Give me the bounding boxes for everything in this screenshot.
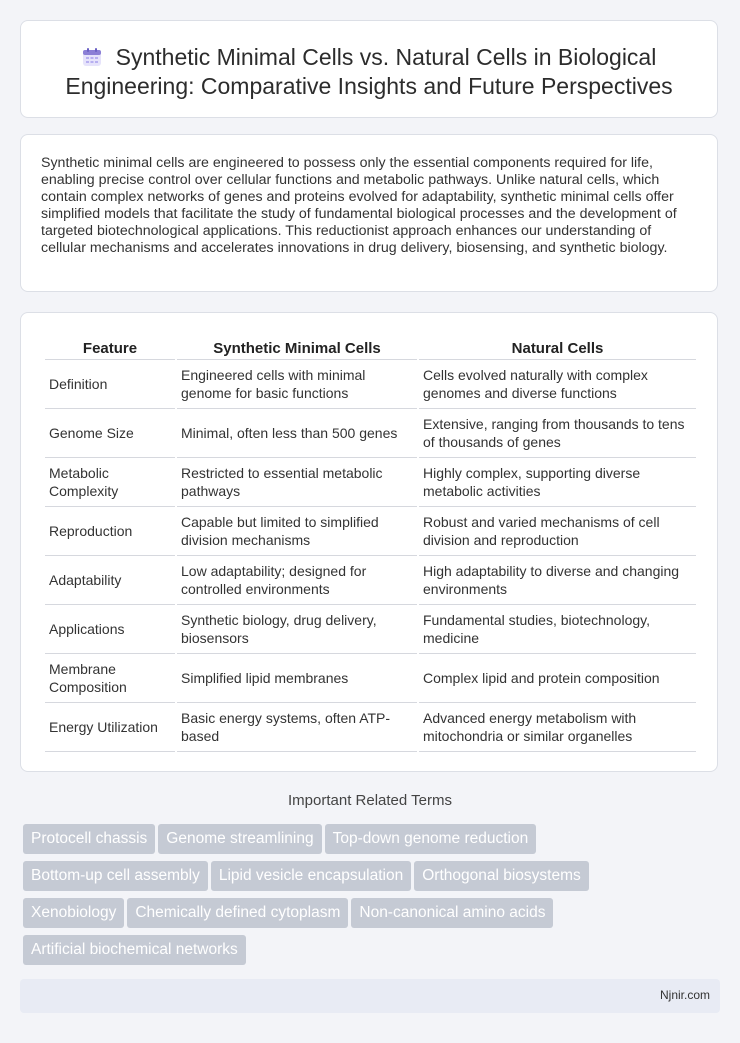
synthetic-cell: Minimal, often less than 500 genes bbox=[177, 409, 417, 458]
comparison-table bbox=[43, 335, 698, 752]
feature-cell: Definition bbox=[45, 360, 175, 409]
feature-cell: Energy Utilization bbox=[45, 703, 175, 752]
synthetic-cell: Engineered cells with minimal genome for basic functions bbox=[177, 360, 417, 409]
summary-text: Synthetic minimal cells are engineered to possess only the essential components required for life, enabling precise control over cellular functions and metabolic pathways. Unlike natural cells, which contain complex networks of genes and proteins evolved for adaptability, synthetic minimal cells offer simplified models that facilitate the study of fundamental biological processes and the development of targeted biotechnological applications. This reductionist approach enhances our understanding of cellular mechanisms and accelerates innovations in drug delivery, biosensing, and synthetic biology. bbox=[41, 155, 677, 256]
term-tag[interactable]: Top-down genome reduction bbox=[325, 824, 537, 854]
header-natural: Natural Cells bbox=[419, 335, 696, 360]
footer bbox=[20, 979, 720, 1013]
natural-cell: Cells evolved naturally with complex genomes and diverse functions bbox=[419, 360, 696, 409]
comparison-table-card bbox=[20, 312, 718, 772]
table-row bbox=[45, 409, 696, 458]
table-header-row bbox=[45, 335, 696, 360]
natural-cell: Complex lipid and protein composition bbox=[419, 654, 696, 703]
synthetic-cell: Restricted to essential metabolic pathways bbox=[177, 458, 417, 507]
table-row bbox=[45, 507, 696, 556]
natural-cell: High adaptability to diverse and changing environments bbox=[419, 556, 696, 605]
synthetic-cell: Capable but limited to simplified division mechanisms bbox=[177, 507, 417, 556]
synthetic-cell: Synthetic biology, drug delivery, biosensors bbox=[177, 605, 417, 654]
synthetic-cell: Simplified lipid membranes bbox=[177, 654, 417, 703]
synthetic-cell: Low adaptability; designed for controlled environments bbox=[177, 556, 417, 605]
table-row bbox=[45, 654, 696, 703]
term-tag[interactable]: Bottom-up cell assembly bbox=[23, 861, 208, 891]
term-tag[interactable]: Artificial biochemical networks bbox=[23, 935, 246, 965]
term-tag[interactable]: Non-canonical amino acids bbox=[351, 898, 553, 928]
term-tag[interactable]: Orthogonal biosystems bbox=[414, 861, 589, 891]
feature-cell: Adaptability bbox=[45, 556, 175, 605]
natural-cell: Extensive, ranging from thousands to tens of thousands of genes bbox=[419, 409, 696, 458]
related-terms-list bbox=[23, 824, 723, 972]
term-tag[interactable]: Xenobiology bbox=[23, 898, 124, 928]
term-tag[interactable]: Genome streamlining bbox=[158, 824, 321, 854]
table-row bbox=[45, 703, 696, 752]
natural-cell: Advanced energy metabolism with mitochondria or similar organelles bbox=[419, 703, 696, 752]
term-tag[interactable]: Chemically defined cytoplasm bbox=[127, 898, 348, 928]
table-row bbox=[45, 605, 696, 654]
footer-site-link[interactable]: Njnir.com bbox=[659, 988, 710, 1002]
table-row bbox=[45, 556, 696, 605]
header-feature: Feature bbox=[45, 335, 175, 360]
table-row bbox=[45, 458, 696, 507]
natural-cell: Robust and varied mechanisms of cell division and reproduction bbox=[419, 507, 696, 556]
feature-cell: Reproduction bbox=[45, 507, 175, 556]
term-tag[interactable]: Protocell chassis bbox=[23, 824, 155, 854]
summary-card bbox=[20, 134, 718, 292]
synthetic-cell: Basic energy systems, often ATP-based bbox=[177, 703, 417, 752]
feature-cell: Genome Size bbox=[45, 409, 175, 458]
page-title bbox=[21, 21, 717, 101]
table-row bbox=[45, 360, 696, 409]
title-card bbox=[20, 20, 718, 118]
calendar-icon bbox=[82, 47, 102, 67]
related-terms-title: Important Related Terms bbox=[288, 792, 452, 809]
header-synthetic: Synthetic Minimal Cells bbox=[177, 335, 417, 360]
feature-cell: Metabolic Complexity bbox=[45, 458, 175, 507]
feature-cell: Applications bbox=[45, 605, 175, 654]
natural-cell: Highly complex, supporting diverse metabolic activities bbox=[419, 458, 696, 507]
natural-cell: Fundamental studies, biotechnology, medicine bbox=[419, 605, 696, 654]
page-title-text: Synthetic Minimal Cells vs. Natural Cells in Biological Engineering: Comparative Insights and Future Perspectives bbox=[65, 44, 673, 99]
term-tag[interactable]: Lipid vesicle encapsulation bbox=[211, 861, 411, 891]
feature-cell: Membrane Composition bbox=[45, 654, 175, 703]
